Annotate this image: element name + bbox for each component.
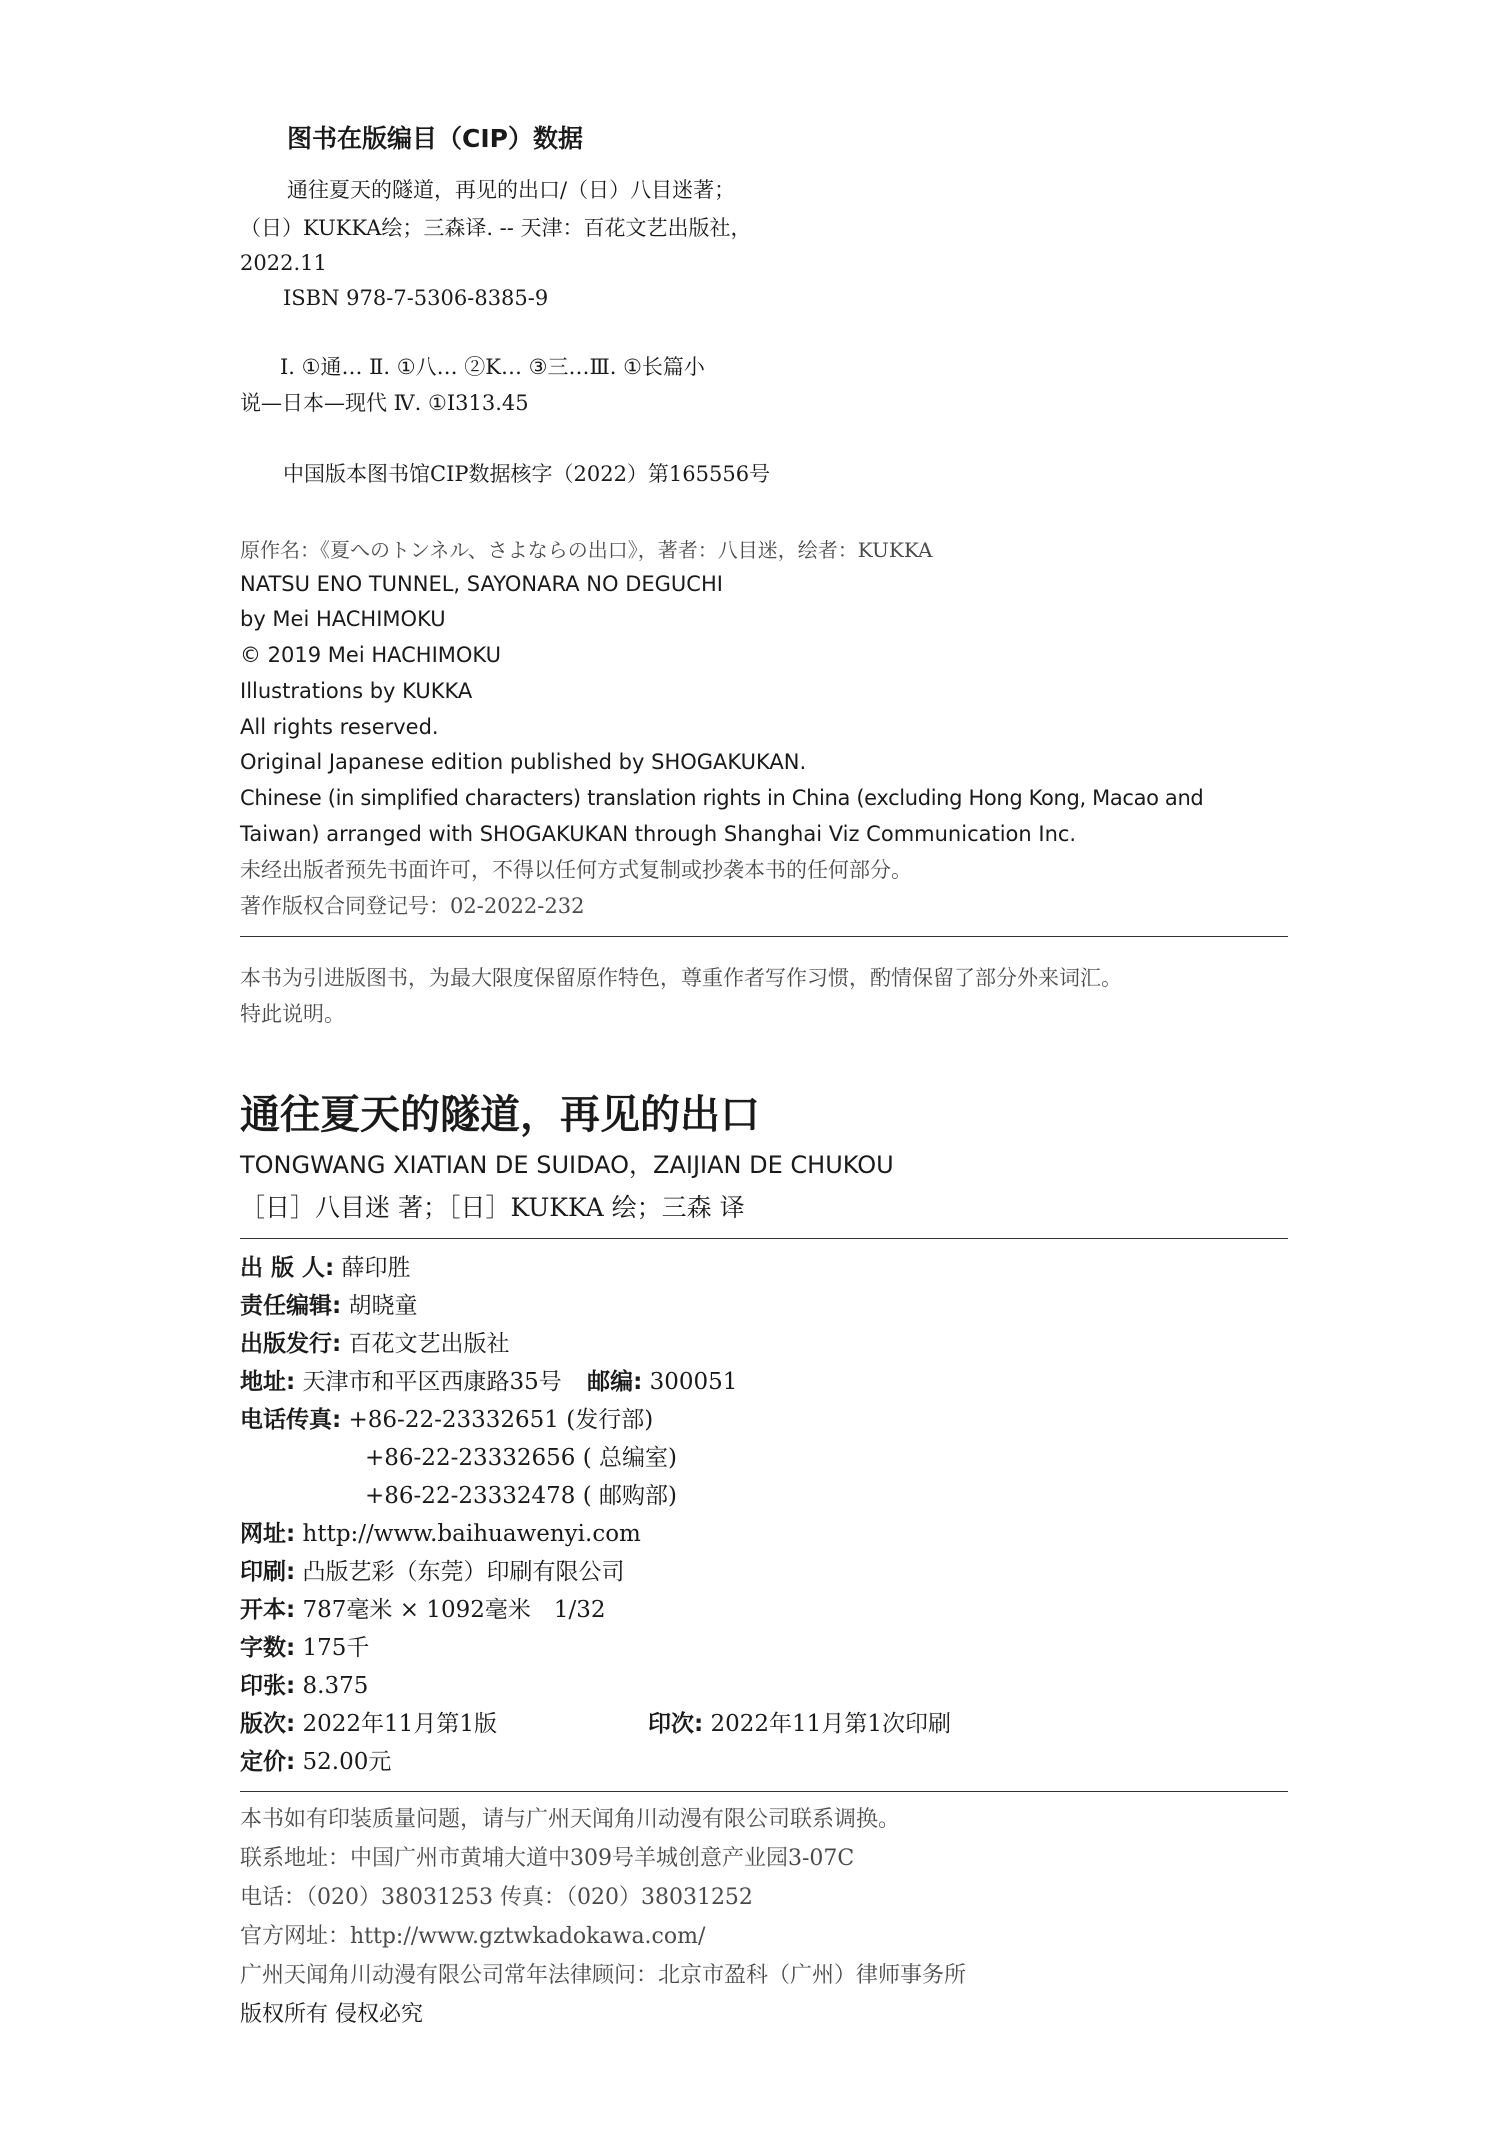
distributor-row [240, 1333, 510, 1356]
printer-value: 凸版艺彩（东莞）印刷有限公司 [302, 1559, 625, 1585]
format-label: 开本: [240, 1597, 296, 1623]
sheets-row [240, 1675, 368, 1698]
editor-row [240, 1295, 418, 1318]
phone-label: 电话传真: [240, 1407, 342, 1433]
address-value: 天津市和平区西康路35号 [302, 1369, 562, 1395]
sheets-label: 印张: [240, 1673, 296, 1699]
rights-reserved: All rights reserved. [240, 715, 439, 739]
editor-value: 胡晓童 [348, 1293, 418, 1319]
format-value: 787毫米 × 1092毫米 1/32 [302, 1597, 606, 1623]
phone-value-2: +86-22-23332656 ( 总编室) [365, 1445, 677, 1471]
phone-value-1: +86-22-23332651 (发行部) [348, 1407, 654, 1433]
rights-translation-1: Chinese (in simplified characters) translation rights in China (excluding Hong Kong, Macao and [240, 786, 1204, 810]
legal-counsel: 广州天闻角川动漫有限公司常年法律顾问：北京市盈科（广州）律师事务所 [240, 1963, 967, 1988]
website-label: 网址: [240, 1521, 296, 1547]
impression-label: 印次: [648, 1711, 704, 1737]
publisher-label: 出 版 人: [240, 1255, 335, 1281]
copyright-contract-number: 著作版权合同登记号：02-2022-232 [240, 894, 585, 918]
no-copy-notice: 未经出版者预先书面许可，不得以任何方式复制或抄袭本书的任何部分。 [240, 858, 912, 882]
rights-translation-2: Taiwan) arranged with SHOGAKUKAN through Shanghai Viz Communication Inc. [240, 822, 1077, 846]
sheets-value: 8.375 [302, 1673, 369, 1699]
book-credits: ［日］八目迷 著；［日］KUKKA 绘；三森 译 [240, 1193, 745, 1222]
distributor-label: 出版发行: [240, 1331, 342, 1357]
book-title-pinyin: TONGWANG XIATIAN DE SUIDAO，ZAIJIAN DE CHUKOU [240, 1151, 894, 1179]
printer-row [240, 1561, 625, 1584]
rights-illustrations: Illustrations by KUKKA [240, 679, 473, 703]
distributor-value: 百花文艺出版社 [348, 1331, 510, 1357]
official-website: 官方网址：http://www.gztwkadokawa.com/ [240, 1924, 706, 1949]
postcode-value: 300051 [649, 1369, 738, 1395]
cip-classification-2: 说—日本—现代 Ⅳ. ①I313.45 [240, 391, 529, 415]
cip-classification-1: Ⅰ. ①通… Ⅱ. ①八… ②K… ③三…Ⅲ. ①长篇小 [280, 355, 705, 379]
publisher-row [240, 1257, 411, 1280]
edition-value: 2022年11月第1版 [302, 1711, 497, 1737]
import-note-1: 本书为引进版图书，为最大限度保留原作特色，尊重作者写作习惯，酌情保留了部分外来词汇。 [240, 966, 1122, 990]
address-row [240, 1371, 737, 1394]
divider-3 [240, 1791, 1288, 1792]
price-value: 52.00元 [302, 1749, 392, 1775]
rights-copyright: © 2019 Mei HACHIMOKU [240, 643, 502, 667]
format-row [240, 1599, 606, 1622]
cip-line-3: 2022.11 [240, 251, 327, 275]
cip-line-2: （日）KUKKA绘；三森译. -- 天津：百花文艺出版社， [240, 216, 752, 240]
original-work-credit: 原作名：《夏へのトンネル、さよならの出口》，著者：八目迷，绘者：KUKKA [240, 538, 933, 562]
cip-isbn: ISBN 978-7-5306-8385-9 [283, 286, 549, 310]
rights-original-edition: Original Japanese edition published by SHOGAKUKAN. [240, 750, 807, 774]
quality-notice: 本书如有印装质量问题，请与广州天闻角川动漫有限公司联系调换。 [240, 1807, 901, 1832]
address-label: 地址: [240, 1369, 296, 1395]
divider-1 [240, 936, 1288, 937]
contact-phone: 电话：（020）38031253 传真：（020）38031252 [240, 1885, 753, 1910]
cip-record-number: 中国版本图书馆CIP数据核字（2022）第165556号 [283, 462, 771, 486]
all-rights-reserved: 版权所有 侵权必究 [240, 2002, 423, 2027]
price-label: 定价: [240, 1749, 296, 1775]
impression-row [648, 1713, 951, 1736]
publisher-value: 薛印胜 [341, 1255, 411, 1281]
edition-row [240, 1713, 497, 1736]
book-title: 通往夏天的隧道，再见的出口 [240, 1091, 760, 1138]
word-count-row [240, 1637, 369, 1660]
editor-label: 责任编辑: [240, 1293, 342, 1319]
divider-2 [240, 1238, 1288, 1239]
website-value: http://www.baihuawenyi.com [302, 1521, 641, 1547]
website-row [240, 1523, 641, 1546]
price-row [240, 1751, 391, 1774]
word-count-value: 175千 [302, 1635, 370, 1661]
printer-label: 印刷: [240, 1559, 296, 1585]
cip-heading: 图书在版编目（CIP）数据 [287, 124, 583, 153]
import-note-2: 特此说明。 [240, 1002, 345, 1026]
edition-label: 版次: [240, 1711, 296, 1737]
word-count-label: 字数: [240, 1635, 296, 1661]
rights-author: by Mei HACHIMOKU [240, 607, 446, 631]
contact-address: 联系地址：中国广州市黄埔大道中309号羊城创意产业园3-07C [240, 1846, 855, 1871]
postcode-label: 邮编: [587, 1369, 643, 1395]
phone-row [240, 1409, 653, 1432]
impression-value: 2022年11月第1次印刷 [710, 1711, 951, 1737]
rights-en-title: NATSU ENO TUNNEL, SAYONARA NO DEGUCHI [240, 572, 723, 596]
cip-line-1: 通往夏天的隧道，再见的出口/（日）八目迷著； [287, 178, 736, 202]
phone-value-3: +86-22-23332478 ( 邮购部) [365, 1483, 677, 1509]
